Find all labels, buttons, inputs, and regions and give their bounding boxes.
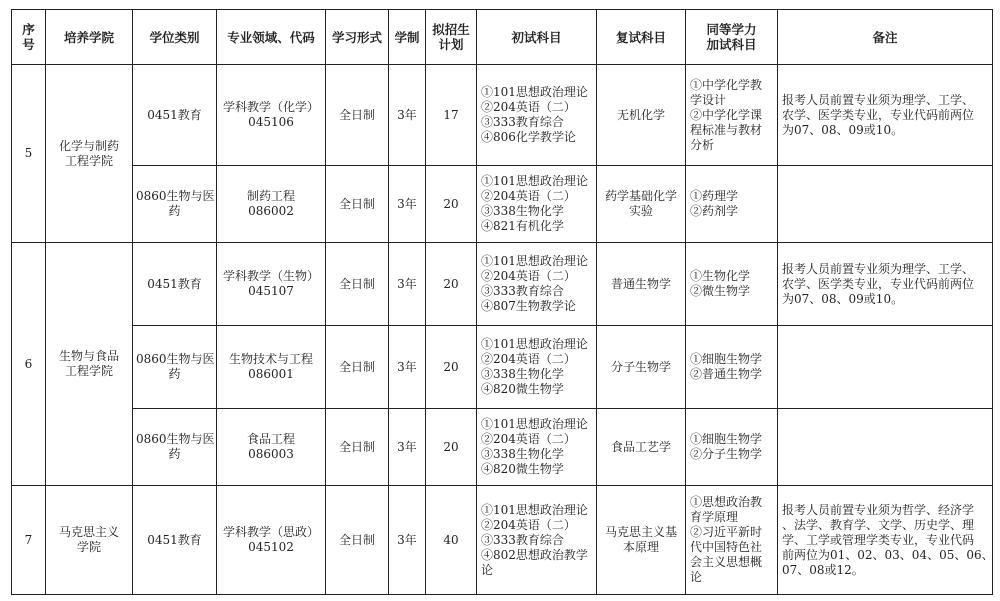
cell-quota: 17 [426,65,477,166]
admissions-table [11,9,993,595]
table-row [12,65,993,166]
cell-degree: 0451教育 [133,65,217,166]
header-note: 备注 [778,10,993,65]
cell-degree: 0860生物与医 药 [133,326,217,409]
cell-duration: 3年 [389,243,426,326]
table-row [12,409,993,486]
header-row [12,10,993,65]
cell-extra: ①生物化学 ②微生物学 [686,243,778,326]
cell-duration: 3年 [389,326,426,409]
cell-form: 全日制 [326,326,389,409]
cell-extra: ①中学化学教 学设计 ②中学化学课 程标准与教材 分析 [686,65,778,166]
cell-duration: 3年 [389,409,426,486]
cell-extra: ①细胞生物学 ②分子生物学 [686,409,778,486]
cell-retest: 普通生物学 [597,243,686,326]
cell-quota: 40 [426,486,477,595]
cell-extra: ①细胞生物学 ②普通生物学 [686,326,778,409]
cell-initial: ①101思想政治理论 ②204英语（二） ③333教育综合 ④802思想政治教学 论 [477,486,597,595]
header-major: 专业领域、代码 [217,10,326,65]
header-quota: 拟招生 计划 [426,10,477,65]
header-college: 培养学院 [46,10,133,65]
cell-extra: ①药理学 ②药剂学 [686,166,778,243]
header-form: 学习形式 [326,10,389,65]
table-row [12,243,993,326]
cell-initial: ①101思想政治理论 ②204英语（二） ③333教育综合 ④807生物教学论 [477,243,597,326]
cell-no: 5 [12,65,46,243]
cell-duration: 3年 [389,65,426,166]
cell-duration: 3年 [389,486,426,595]
cell-major: 制药工程 086002 [217,166,326,243]
cell-major: 学科教学（化学） 045106 [217,65,326,166]
header-extra: 同等学力 加试科目 [686,10,778,65]
cell-form: 全日制 [326,166,389,243]
cell-note: 报考人员前置专业须为理学、工学、 农学、医学类专业，专业代码前两位 为07、08、09或10。 [778,65,993,166]
cell-retest: 马克思主义基 本原理 [597,486,686,595]
cell-quota: 20 [426,326,477,409]
cell-retest: 食品工艺学 [597,409,686,486]
cell-college: 化学与制药 工程学院 [46,65,133,243]
header-initial: 初试科目 [477,10,597,65]
cell-initial: ①101思想政治理论 ②204英语（二） ③338生物化学 ④821有机化学 [477,166,597,243]
table-row [12,166,993,243]
cell-retest: 药学基础化学 实验 [597,166,686,243]
cell-note: 报考人员前置专业须为理学、工学、 农学、医学类专业，专业代码前两位 为07、08、09或10。 [778,243,993,326]
cell-degree: 0451教育 [133,486,217,595]
header-duration: 学制 [389,10,426,65]
cell-note [778,326,993,409]
cell-note [778,409,993,486]
cell-college: 生物与食品 工程学院 [46,243,133,486]
table-row [12,326,993,409]
cell-initial: ①101思想政治理论 ②204英语（二） ③333教育综合 ④806化学教学论 [477,65,597,166]
admissions-table-wrapper [11,9,993,595]
cell-no: 7 [12,486,46,595]
cell-note [778,166,993,243]
cell-degree: 0860生物与医 药 [133,166,217,243]
table-row [12,486,993,595]
cell-extra: ①思想政治教 育学原理 ②习近平新时 代中国特色社 会主义思想概 论 [686,486,778,595]
cell-quota: 20 [426,166,477,243]
cell-major: 食品工程 086003 [217,409,326,486]
cell-no: 6 [12,243,46,486]
cell-major: 学科教学（思政） 045102 [217,486,326,595]
header-degree: 学位类别 [133,10,217,65]
cell-form: 全日制 [326,65,389,166]
cell-degree: 0451教育 [133,243,217,326]
cell-duration: 3年 [389,166,426,243]
cell-quota: 20 [426,243,477,326]
cell-form: 全日制 [326,409,389,486]
header-no: 序 号 [12,10,46,65]
cell-initial: ①101思想政治理论 ②204英语（二） ③338生物化学 ④820微生物学 [477,326,597,409]
cell-major: 学科教学（生物） 045107 [217,243,326,326]
cell-retest: 分子生物学 [597,326,686,409]
cell-note: 报考人员前置专业须为哲学、经济学 、法学、教育学、文学、历史学、理 学、工学或管理学类专业，专业代码 前两位为01、02、03、04、05、06、 07、08或12。 [778,486,993,595]
cell-initial: ①101思想政治理论 ②204英语（二） ③338生物化学 ④820微生物学 [477,409,597,486]
header-retest: 复试科目 [597,10,686,65]
cell-form: 全日制 [326,486,389,595]
cell-degree: 0860生物与医 药 [133,409,217,486]
cell-form: 全日制 [326,243,389,326]
cell-retest: 无机化学 [597,65,686,166]
cell-major: 生物技术与工程 086001 [217,326,326,409]
cell-college: 马克思主义 学院 [46,486,133,595]
cell-quota: 20 [426,409,477,486]
